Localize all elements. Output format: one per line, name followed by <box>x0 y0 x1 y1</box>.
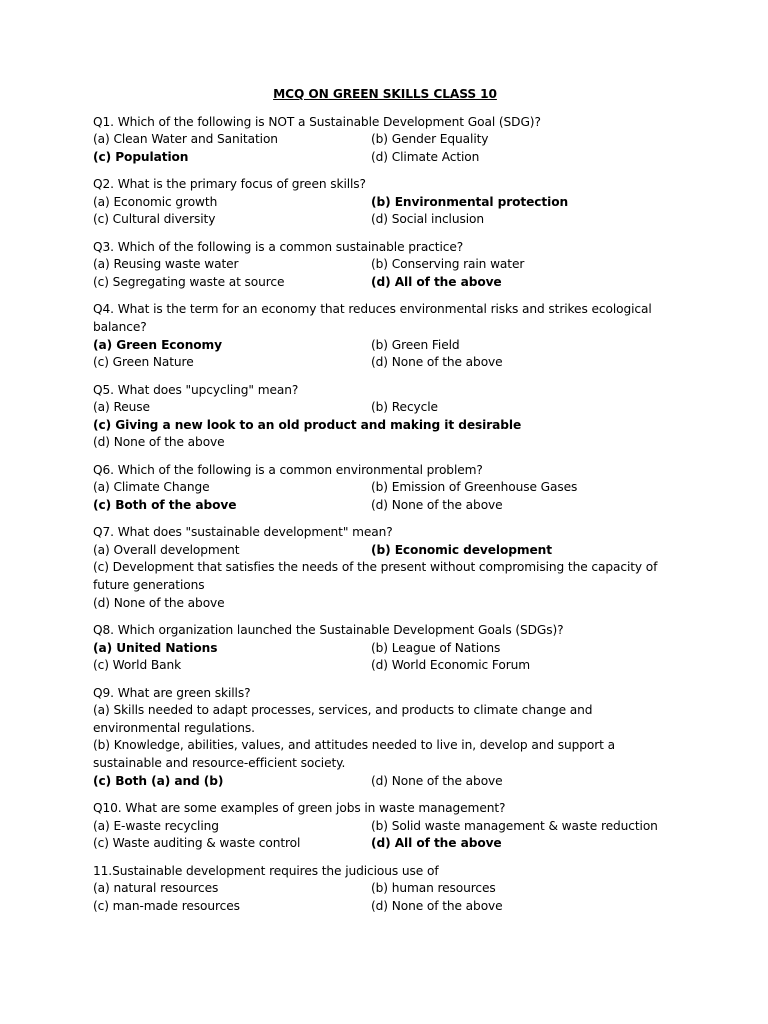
option: (d) None of the above <box>93 435 225 450</box>
question-10 <box>93 800 693 853</box>
option: (c) man-made resources <box>93 898 240 913</box>
option: (b) Green Field <box>371 337 460 352</box>
option: (c) Cultural diversity <box>93 212 216 227</box>
option-row <box>93 818 693 836</box>
option: (a) Clean Water and Sanitation <box>93 132 278 147</box>
option: (a) Overall development <box>93 542 240 557</box>
option-row <box>93 542 693 560</box>
option: (a) Green Economy <box>93 337 222 352</box>
option: (d) All of the above <box>371 836 502 851</box>
option: (b) Conserving rain water <box>371 257 525 272</box>
option: (d) None of the above <box>371 773 503 788</box>
option-row <box>93 880 693 898</box>
question-4 <box>93 301 693 371</box>
question-stem: Q8. Which organization launched the Sustainable Development Goals (SDGs)? <box>93 623 564 638</box>
question-3 <box>93 239 693 292</box>
option-row <box>93 497 693 515</box>
option-row <box>93 194 693 212</box>
question-stem: Q9. What are green skills? <box>93 685 251 700</box>
option: (c) Population <box>93 149 189 164</box>
option: (a) Climate Change <box>93 480 210 495</box>
option: (b) Solid waste management & waste reduction <box>371 818 658 833</box>
option-row <box>93 354 693 372</box>
option-row <box>93 337 693 355</box>
option: (a) Skills needed to adapt processes, services, and products to climate change and environmental regulations. <box>93 703 593 735</box>
option: (d) None of the above <box>371 497 503 512</box>
question-5 <box>93 382 693 452</box>
question-stem: Q3. Which of the following is a common sustainable practice? <box>93 239 464 254</box>
option: (a) Reuse <box>93 400 150 415</box>
option: (a) Reusing waste water <box>93 257 239 272</box>
option-row <box>93 131 693 149</box>
question-list <box>93 114 693 916</box>
question-stem: Q7. What does "sustainable development" mean? <box>93 525 393 540</box>
option: (c) Green Nature <box>93 355 194 370</box>
option: (a) United Nations <box>93 640 218 655</box>
question-6 <box>93 462 693 515</box>
option: (c) Segregating waste at source <box>93 274 285 289</box>
option: (b) human resources <box>371 881 496 896</box>
option: (b) Environmental protection <box>371 194 569 209</box>
option: (b) Knowledge, abilities, values, and attitudes needed to live in, develop and support a sustainable and resource-efficient society. <box>93 738 615 770</box>
option: (d) World Economic Forum <box>371 658 531 673</box>
option: (c) Giving a new look to an old product and making it desirable <box>93 417 522 432</box>
option: (d) All of the above <box>371 274 502 289</box>
option-row <box>93 835 693 853</box>
option: (c) Waste auditing & waste control <box>93 836 301 851</box>
option: (a) Economic growth <box>93 194 218 209</box>
option: (d) None of the above <box>93 595 225 610</box>
option: (a) natural resources <box>93 881 219 896</box>
option-row <box>93 274 693 292</box>
option-row <box>93 657 693 675</box>
option-row <box>93 479 693 497</box>
option-row <box>93 256 693 274</box>
option: (b) Economic development <box>371 542 552 557</box>
option: (c) World Bank <box>93 658 182 673</box>
option: (b) Recycle <box>371 400 438 415</box>
question-8 <box>93 622 693 675</box>
option-row <box>93 898 693 916</box>
document-title: MCQ ON GREEN SKILLS CLASS 10 <box>273 87 497 101</box>
question-11 <box>93 863 693 916</box>
option: (a) E-waste recycling <box>93 818 219 833</box>
option: (b) League of Nations <box>371 640 501 655</box>
option-row <box>93 149 693 167</box>
option: (d) Climate Action <box>371 149 480 164</box>
option: (d) None of the above <box>371 898 503 913</box>
question-7 <box>93 524 693 612</box>
question-stem: Q4. What is the term for an economy that reduces environmental risks and strikes ecological balance? <box>93 302 652 334</box>
option: (c) Development that satisfies the needs of the present without compromising the capacity of future generations <box>93 560 658 593</box>
option: (b) Gender Equality <box>371 132 489 147</box>
question-stem: Q1. Which of the following is NOT a Sustainable Development Goal (SDG)? <box>93 114 541 129</box>
question-stem: Q5. What does "upcycling" mean? <box>93 382 299 397</box>
question-stem: Q2. What is the primary focus of green skills? <box>93 177 366 192</box>
option-row <box>93 211 693 229</box>
question-stem: Q6. Which of the following is a common environmental problem? <box>93 462 483 477</box>
option-row <box>93 640 693 658</box>
question-1 <box>93 114 693 167</box>
option: (b) Emission of Greenhouse Gases <box>371 480 578 495</box>
option-row <box>93 399 693 417</box>
question-stem: 11.Sustainable development requires the judicious use of <box>93 863 439 878</box>
option: (d) None of the above <box>371 355 503 370</box>
option: (c) Both of the above <box>93 497 237 512</box>
option: (d) Social inclusion <box>371 212 484 227</box>
option-row <box>93 773 693 791</box>
option: (c) Both (a) and (b) <box>93 773 224 788</box>
question-stem: Q10. What are some examples of green jobs in waste management? <box>93 800 506 815</box>
question-9 <box>93 685 693 791</box>
question-2 <box>93 176 693 229</box>
document-page <box>93 86 693 925</box>
